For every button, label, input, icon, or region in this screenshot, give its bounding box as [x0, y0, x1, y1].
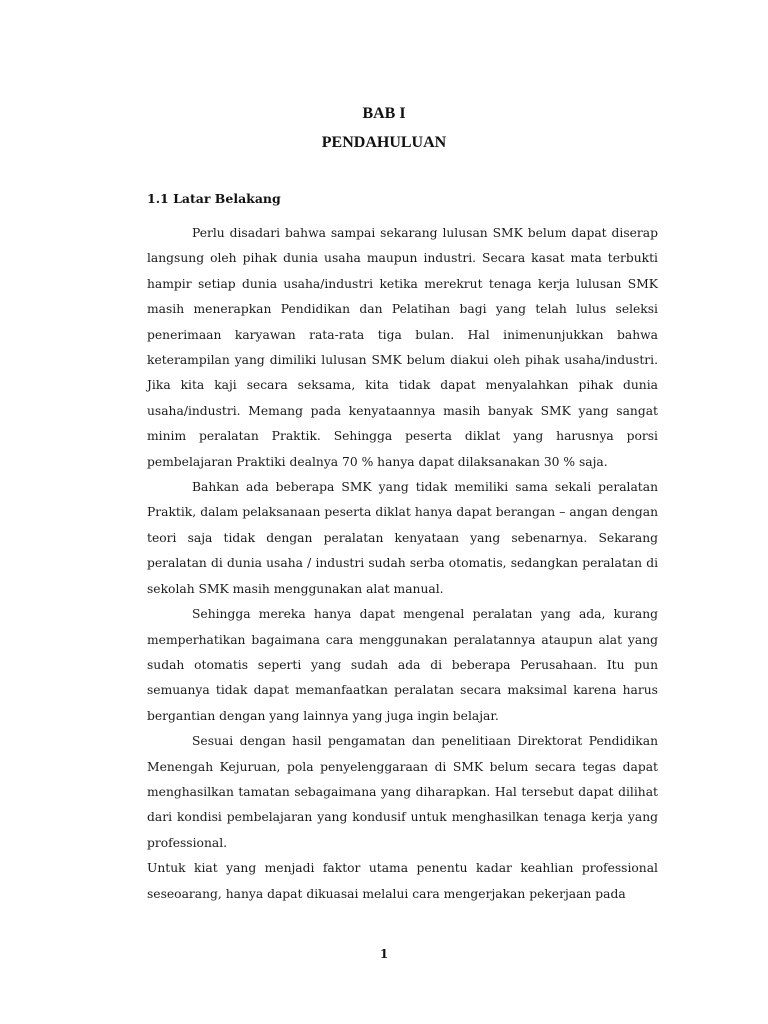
paragraph: Sesuai dengan hasil pengamatan dan penelitiaan Direktorat Pendidikan Menengah Kejuruan, pola penyelenggaraan di SMK belum secara tegas dapat menghasilkan tamatan sebagaimana yang diharapkan. Hal tersebut dapat dilihat dari kondisi pembelajaran yang kondusif untuk menghasilkan tenaga kerja yang professional. [147, 734, 658, 850]
paragraph: Sehingga mereka hanya dapat mengenal peralatan yang ada, kurang memperhatikan bagaimana cara menggunakan peralatannya ataupun alat yang sudah otomatis seperti yang sudah ada di beberapa Perusahaan. Itu pun semuanya tidak dapat memanfaatkan peralatan secara maksimal karena harus bergantian dengan yang lainnya yang juga ingin belajar. [147, 607, 658, 723]
section-heading: 1.1 Latar Belakang [147, 191, 281, 206]
body-text [147, 221, 658, 907]
paragraph: Perlu disadari bahwa sampai sekarang lulusan SMK belum dapat diserap langsung oleh pihak dunia usaha maupun industri. Secara kasat mata terbukti hampir setiap dunia usaha/industri ketika merekrut tenaga kerja lulusan SMK masih menerapkan Pendidikan dan Pelatihan bagi yang telah lulus seleksi penerimaan karyawan rata-rata tiga bulan. Hal inimenunjukkan bahwa keterampilan yang dimiliki lulusan SMK belum diakui oleh pihak usaha/industri. Jika kita kaji secara seksama, kita tidak dapat menyalahkan pihak dunia usaha/industri. Memang pada kenyataannya masih banyak SMK yang sangat minim peralatan Praktik. Sehingga peserta diklat yang harusnya porsi pembelajaran Praktiki dealnya 70 % hanya dapat dilaksanakan 30 % saja. [147, 226, 658, 469]
paragraph: Bahkan ada beberapa SMK yang tidak memiliki sama sekali peralatan Praktik, dalam pelaksanaan peserta diklat hanya dapat berangan – angan dengan teori saja tidak dengan peralatan kenyataan yang sebenarnya. Sekarang peralatan di dunia usaha / industri sudah serba otomatis, sedangkan peralatan di sekolah SMK masih menggunakan alat manual. [147, 480, 658, 596]
page-number: 1 [379, 947, 389, 961]
paragraph-last: Untuk kiat yang menjadi faktor utama penentu kadar keahlian professional seseoarang, hanya dapat dikuasai melalui cara mengerjakan pekerjaan pada [147, 861, 658, 901]
chapter-title: PENDAHULUAN [321, 134, 447, 151]
chapter-number: BAB I [362, 105, 406, 122]
